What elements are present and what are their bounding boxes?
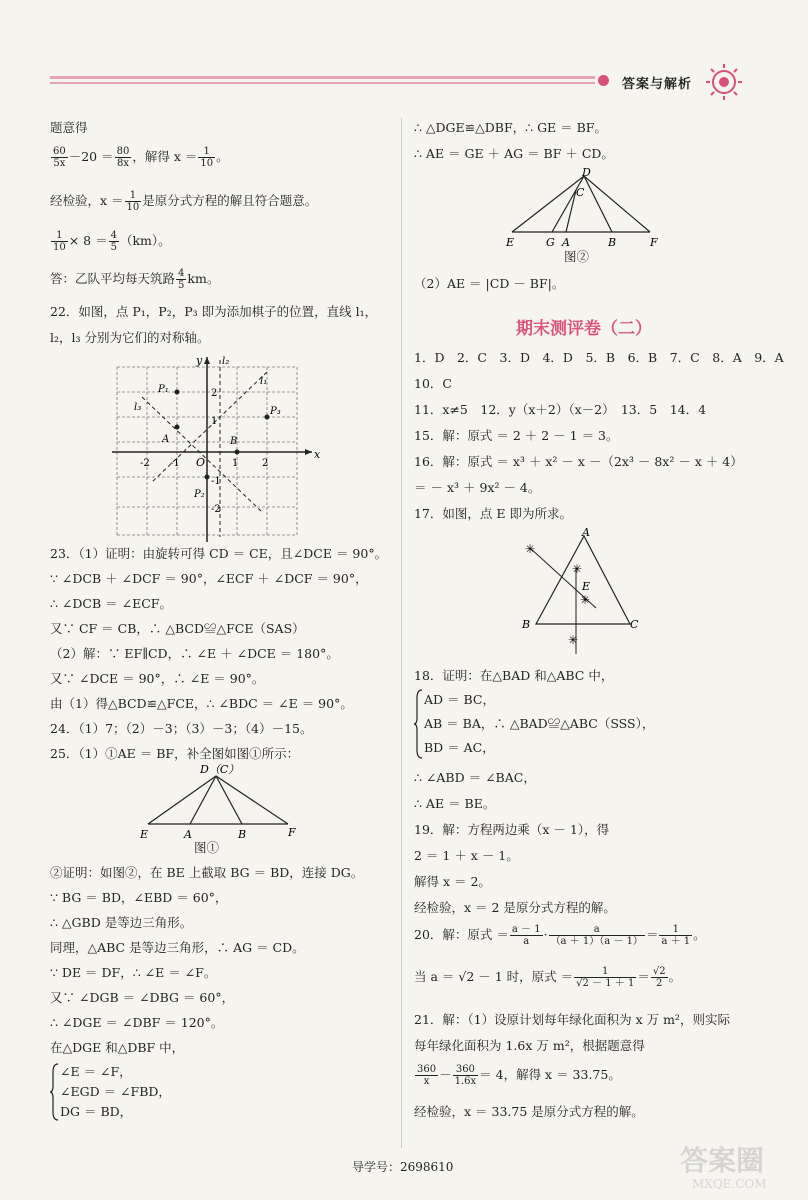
fig3-label-b: B <box>522 618 531 631</box>
header-line <box>50 76 595 79</box>
fig1-label-b: B <box>238 828 247 840</box>
text-line: $\frac{1}{10}$ × 8 ＝ $\frac{4}{5}$ （km）。 <box>53 230 171 253</box>
figure-2 <box>502 168 662 248</box>
fig3-label-c: C <box>630 618 639 631</box>
text-line: 15．解：原式 ＝ 2 ＋ 2 － 1 ＝ 3。 <box>414 428 619 443</box>
text-line: AB ＝ BA，∴ △BAD≌△ABC（SSS）， <box>424 716 655 731</box>
label-a: A <box>162 434 170 445</box>
fig2-label-g: G <box>546 236 555 248</box>
text-line: ∴ ∠DCB ＝ ∠ECF。 <box>50 596 172 611</box>
fig3-label-a: A <box>582 528 590 539</box>
label-b: B <box>230 436 238 447</box>
fig3-star: ✳ <box>568 633 579 647</box>
fraction: $\frac{a - 1}{a}$ <box>511 924 541 947</box>
answer-line: 10．C <box>414 376 452 391</box>
text-line: ∴ ∠ABD ＝ ∠BAC， <box>414 770 536 785</box>
text-line: 答：乙队平均每天筑路 $\frac{4}{5}$ km。 <box>50 268 220 291</box>
fig2-label-f: F <box>650 236 658 248</box>
fig1-caption: 图① <box>194 840 220 855</box>
text-line: 同理，△ABC 是等边三角形，∴ AG ＝ CD。 <box>50 940 305 955</box>
label-l2: l₂ <box>222 356 230 367</box>
fraction: $\frac{80}{8x}$ <box>116 146 130 169</box>
label-l3: l₃ <box>134 402 142 413</box>
point-a <box>175 425 180 430</box>
text-line: 18．证明：在△BAD 和△ABC 中， <box>414 668 614 683</box>
tick-x-2: 2 <box>262 458 269 469</box>
tick-x-neg2: -2 <box>140 458 150 469</box>
equation-line: $\frac{360}{x}$ － $\frac{360}{1.6x}$ ＝ 4，解得 x ＝ 33.75。 <box>417 1064 621 1087</box>
x-arrow <box>305 449 312 455</box>
equation-line: 当 a ＝ √2 － 1 时，原式 ＝ $\frac{1}{√2 - 1 + 1}$ ＝ $\frac{√2}{2}$ 。 <box>414 966 682 989</box>
header-line-2 <box>50 82 595 84</box>
brace <box>414 688 424 760</box>
tick-x-1: 1 <box>232 458 239 469</box>
fig3-label-e: E <box>582 580 591 593</box>
text-line: 19．解：方程两边乘（x － 1），得 <box>414 822 610 837</box>
label-p3: P₃ <box>270 406 281 417</box>
tick-y-neg2: -2 <box>211 504 221 515</box>
text-line: ②证明：如图②，在 BE 上截取 BG ＝ BD，连接 DG。 <box>50 865 364 880</box>
fraction: $\frac{1}{10}$ <box>126 190 140 213</box>
fraction: $\frac{60}{5x}$ <box>53 146 66 169</box>
fig2-label-b: B <box>608 236 617 248</box>
y-axis-label: y <box>196 354 203 367</box>
text-line: ∵ DE ＝ DF，∴ ∠E ＝ ∠F。 <box>50 965 217 980</box>
text-line: ∵ ∠DCB ＋ ∠DCF ＝ 90°，∠ECF ＋ ∠DCF ＝ 90°， <box>50 571 368 586</box>
fig1-label-f: F <box>288 826 296 839</box>
text-line: ∴ AE ＝ GE ＋ AG ＝ BF ＋ CD。 <box>414 146 614 161</box>
fig2-caption: 图② <box>564 249 590 264</box>
text-line: 经检验，x ＝ 2 是原分式方程的解。 <box>414 900 616 915</box>
point-b <box>235 450 240 455</box>
text-line: 25．（1）①AE ＝ BF，补全图如图①所示： <box>50 746 300 761</box>
fig3-star: ✳ <box>580 593 591 607</box>
fig2-label-d: D <box>582 168 591 179</box>
text-line: ∠E ＝ ∠F， <box>60 1064 132 1079</box>
text-line: 16．解：原式 ＝ x³ ＋ x² － x －（2x³ － 8x² － x ＋ 4） <box>414 454 743 469</box>
fraction: $\frac{360}{1.6x}$ <box>454 1064 477 1087</box>
fraction: $\frac{1}{10}$ <box>53 230 66 253</box>
fig2-label-a: A <box>562 236 570 248</box>
text-line: 每年绿化面积为 1.6x 万 m²，根据题意得 <box>414 1038 645 1053</box>
text-line: ∠EGD ＝ ∠FBD， <box>60 1084 171 1099</box>
text-line: 22．如图，点 P₁，P₂，P₃ 即为添加棋子的位置，直线 l₁， <box>50 304 378 319</box>
svg-text:MXQE.COM: MXQE.COM <box>692 1177 767 1190</box>
equation-line: $\frac{60}{5x}$ －20 ＝ $\frac{80}{8x}$ ，解得 x ＝ $\frac{1}{10}$ 。 <box>53 146 229 169</box>
text-line: ∴ ∠DGE ＝ ∠DBF ＝ 120°。 <box>50 1015 224 1030</box>
fraction: $\frac{360}{x}$ <box>417 1064 437 1087</box>
header-title: 答案与解析 <box>622 77 693 92</box>
text-line: DG ＝ BD， <box>60 1104 133 1119</box>
tick-y-neg1: -1 <box>211 476 221 487</box>
fraction: $\frac{4}{5}$ <box>110 230 117 253</box>
fig2-label-c: C <box>576 186 585 199</box>
text-line: 经检验，x ＝ 33.75 是原分式方程的解。 <box>414 1104 644 1119</box>
text-line: ＝ － x³ ＋ 9x² － 4。 <box>414 480 541 495</box>
brace <box>50 1062 60 1122</box>
header-bullet <box>598 75 609 86</box>
label-p2: P₂ <box>194 489 205 500</box>
text-line: 又∵ ∠DGB ＝ ∠DBG ＝ 60°， <box>50 990 235 1005</box>
section-title: 期末测评卷（二） <box>516 319 652 339</box>
answer-line: 11．x≠5 12．y（x＋2）（x－2） 13．5 14．4 <box>414 402 707 417</box>
text-line: （2）解：∵ EF∥CD，∴ ∠E ＋ ∠DCE ＝ 180°。 <box>50 646 339 661</box>
text-line: 由（1）得△BCD≌△FCE，∴ ∠BDC ＝ ∠E ＝ 90°。 <box>50 696 353 711</box>
fraction: $\frac{√2}{2}$ <box>652 966 666 989</box>
watermark-logo <box>672 1130 792 1190</box>
text-line: 解得 x ＝ 2。 <box>414 874 491 889</box>
label-l1: l₁ <box>260 376 268 387</box>
tick-y-2: 2 <box>211 388 218 399</box>
text-line: 17．如图，点 E 即为所求。 <box>414 506 572 521</box>
fig1-label-a: A <box>184 828 192 840</box>
tick-y-1: 1 <box>211 416 218 427</box>
grid-figure <box>112 352 382 542</box>
text-line: （2）AE ＝ |CD － BF|。 <box>414 276 565 291</box>
point-p1 <box>175 390 180 395</box>
label-p1: P₁ <box>158 384 169 395</box>
text-line: BD ＝ AC， <box>424 740 495 755</box>
point-p2 <box>205 475 210 480</box>
text-line: ∴ △GBD 是等边三角形。 <box>50 915 193 930</box>
footer-code: 导学号：2698610 <box>352 1160 454 1174</box>
point-p3 <box>265 415 270 420</box>
fraction: $\frac{1}{a + 1}$ <box>661 924 691 947</box>
text-line: 又∵ ∠DCE ＝ 90°，∴ ∠E ＝ 90°。 <box>50 671 265 686</box>
text-line: 23．（1）证明：由旋转可得 CD ＝ CE，且∠DCE ＝ 90°。 <box>50 546 388 561</box>
text-line: ∴ AE ＝ BE。 <box>414 796 496 811</box>
column-divider <box>401 118 402 1148</box>
svg-text:答案圈: 答案圈 <box>680 1144 765 1177</box>
tick-x-neg1: -1 <box>170 458 180 469</box>
text-line: 经检验，x ＝ $\frac{1}{10}$ 是原分式方程的解且符合题意。 <box>50 190 318 213</box>
text-line: 2 ＝ 1 ＋ x － 1。 <box>414 848 519 863</box>
fig1-label-e: E <box>140 828 149 840</box>
origin-label: O <box>196 456 206 469</box>
text-line: 21．解：（1）设原计划每年绿化面积为 x 万 m²，则实际 <box>414 1012 730 1027</box>
x-axis-label: x <box>314 448 321 461</box>
text-line: ∵ BG ＝ BD，∠EBD ＝ 60°， <box>50 890 228 905</box>
fraction: $\frac{4}{5}$ <box>178 268 185 291</box>
fig3-star: ✳ <box>525 542 536 556</box>
fraction: $\frac{1}{√2 - 1 + 1}$ <box>576 966 635 989</box>
text-line: 24．（1）7；（2）－3；（3）－3；（4）－15。 <box>50 721 313 736</box>
fig3-star: ✳ <box>572 562 583 576</box>
y-arrow <box>204 357 210 364</box>
equation-line: 20．解：原式 ＝ $\frac{a - 1}{a}$ · $\frac{a}{(a + 1)(a - 1)}$ ＝ $\frac{1}{a + 1}$ 。 <box>414 924 706 947</box>
header-logo-icon <box>704 62 744 102</box>
text-line: AD ＝ BC， <box>424 692 495 707</box>
text-line: 题意得 <box>50 120 88 135</box>
fig1-label-d: D（C） <box>200 763 240 776</box>
fraction: $\frac{1}{10}$ <box>200 146 214 169</box>
text-line: 又∵ CF ＝ CB，∴ △BCD≌△FCE（SAS） <box>50 621 305 636</box>
figure-1 <box>138 762 298 840</box>
text-line: ∴ △DGE≌△DBF，∴ GE ＝ BF。 <box>414 120 607 135</box>
answer-line: 1．D 2．C 3．D 4．D 5．B 6．B 7．C 8．A 9．A <box>414 350 784 365</box>
text-line: 在△DGE 和△DBF 中， <box>50 1040 185 1055</box>
fraction: $\frac{a}{(a + 1)(a - 1)}$ <box>550 924 643 947</box>
figure-3 <box>518 528 648 658</box>
fig2-label-e: E <box>506 236 515 248</box>
text-line: l₂，l₃ 分别为它们的对称轴。 <box>50 330 210 345</box>
